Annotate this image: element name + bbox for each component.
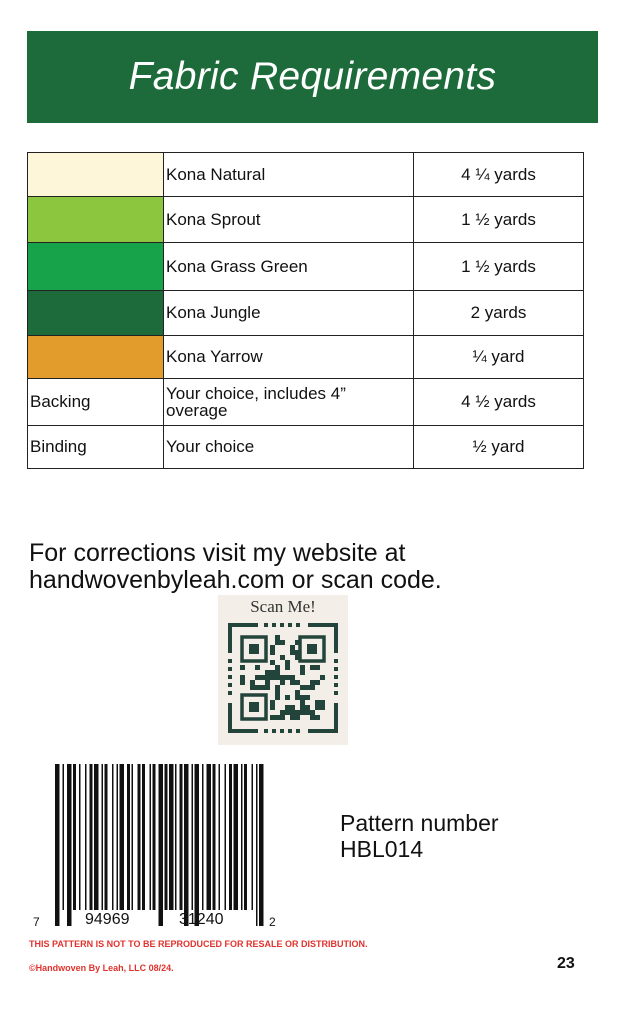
qr-finder-center bbox=[249, 702, 259, 712]
qr-frame-dot bbox=[228, 667, 232, 671]
qr-module bbox=[300, 665, 305, 670]
qr-module bbox=[310, 685, 315, 690]
fabric-swatch-cell bbox=[28, 153, 164, 197]
qr-module bbox=[295, 655, 300, 660]
qr-frame-dot bbox=[264, 729, 268, 733]
qr-module bbox=[270, 700, 275, 705]
qr-module bbox=[310, 665, 315, 670]
qr-module bbox=[315, 705, 320, 710]
barcode-bar bbox=[105, 764, 108, 910]
fabric-name: Kona Sprout bbox=[166, 209, 261, 229]
qr-finder-center bbox=[307, 644, 317, 654]
fabric-amount: ½ yard bbox=[472, 437, 525, 456]
fabric-name-cell bbox=[164, 426, 414, 469]
barcode-bar bbox=[55, 764, 60, 926]
qr-module bbox=[295, 690, 300, 695]
qr-module bbox=[285, 705, 290, 710]
qr-module bbox=[315, 665, 320, 670]
fabric-name: Your choice, includes 4” overage bbox=[166, 384, 346, 420]
fabric-amount-cell bbox=[414, 291, 584, 336]
qr-frame-dot bbox=[334, 691, 338, 695]
barcode-bar bbox=[219, 764, 221, 910]
qr-module bbox=[315, 715, 320, 720]
row-label-cell bbox=[28, 426, 164, 469]
qr-frame-dot bbox=[334, 659, 338, 663]
qr-frame bbox=[308, 623, 338, 627]
fabric-amount-cell bbox=[414, 243, 584, 291]
qr-module bbox=[290, 650, 295, 655]
fabric-name-cell bbox=[164, 291, 414, 336]
qr-frame bbox=[228, 729, 258, 733]
qr-module bbox=[300, 710, 305, 715]
table-row bbox=[28, 379, 584, 426]
qr-frame-dot bbox=[280, 729, 284, 733]
qr-frame-dot bbox=[228, 675, 232, 679]
qr-module bbox=[265, 675, 270, 680]
barcode-group-left: 94969 bbox=[85, 911, 130, 928]
barcode-bar bbox=[234, 764, 239, 910]
barcode-group-right: 31240 bbox=[179, 911, 224, 928]
fabric-swatch-cell bbox=[28, 243, 164, 291]
qr-finder-center bbox=[249, 644, 259, 654]
qr-module bbox=[295, 680, 300, 685]
qr-module bbox=[270, 715, 275, 720]
fabric-name: Kona Yarrow bbox=[166, 347, 263, 366]
qr-module bbox=[305, 710, 310, 715]
qr-module bbox=[320, 700, 325, 705]
reproduction-notice: THIS PATTERN IS NOT TO BE REPRODUCED FOR RESALE OR DISTRIBUTION. bbox=[29, 939, 368, 949]
fabric-swatch-cell bbox=[28, 291, 164, 336]
qr-module bbox=[285, 665, 290, 670]
barcode-bar bbox=[112, 764, 114, 910]
fabric-amount-cell bbox=[414, 336, 584, 379]
barcode-bar bbox=[73, 764, 76, 910]
barcode-bar bbox=[184, 764, 189, 926]
qr-frame-dot bbox=[334, 683, 338, 687]
qr-module bbox=[240, 675, 245, 680]
qr-frame bbox=[308, 729, 338, 733]
qr-module bbox=[305, 705, 310, 710]
qr-module bbox=[280, 710, 285, 715]
qr-module bbox=[240, 665, 245, 670]
qr-module bbox=[300, 705, 305, 710]
qr-frame-dot bbox=[288, 729, 292, 733]
qr-module bbox=[270, 660, 275, 665]
fabric-name-cell bbox=[164, 243, 414, 291]
row-label: Backing bbox=[30, 392, 91, 411]
fabric-amount-cell bbox=[414, 153, 584, 197]
pattern-number-value: HBL014 bbox=[340, 836, 424, 862]
barcode-bar bbox=[195, 764, 200, 926]
qr-module bbox=[290, 675, 295, 680]
barcode-digit-left: 7 bbox=[33, 915, 40, 929]
qr-module bbox=[295, 715, 300, 720]
corrections-line-1: For corrections visit my website at bbox=[29, 539, 406, 567]
barcode-bar bbox=[138, 764, 141, 910]
qr-module bbox=[315, 680, 320, 685]
barcode-bar bbox=[169, 764, 174, 910]
qr-module bbox=[270, 670, 275, 675]
fabric-name: Your choice bbox=[166, 437, 255, 456]
qr-frame-dot bbox=[334, 667, 338, 671]
qr-frame-dot bbox=[288, 623, 292, 627]
qr-frame-dot bbox=[228, 691, 232, 695]
page-number: 23 bbox=[557, 955, 575, 972]
row-label-cell bbox=[28, 379, 164, 426]
qr-module bbox=[265, 670, 270, 675]
qr-frame-dot bbox=[280, 623, 284, 627]
fabric-requirements-table bbox=[27, 152, 584, 469]
qr-module bbox=[270, 705, 275, 710]
qr-frame-dot bbox=[228, 683, 232, 687]
qr-frame-dot bbox=[334, 675, 338, 679]
barcode-bar bbox=[252, 764, 254, 910]
barcode-bar bbox=[202, 764, 204, 910]
qr-module bbox=[260, 685, 265, 690]
qr-module bbox=[275, 640, 280, 645]
fabric-amount: 4 ¼ yards bbox=[461, 164, 536, 184]
row-label: Binding bbox=[30, 437, 87, 456]
barcode-bar bbox=[256, 764, 258, 926]
qr-module bbox=[265, 685, 270, 690]
qr-module bbox=[285, 675, 290, 680]
qr-frame bbox=[228, 623, 258, 627]
qr-module bbox=[285, 695, 290, 700]
qr-module bbox=[320, 675, 325, 680]
barcode-bar bbox=[67, 764, 72, 926]
qr-module bbox=[305, 685, 310, 690]
table-row bbox=[28, 197, 584, 243]
copyright-line: ©Handwoven By Leah, LLC 08/24. bbox=[29, 963, 174, 973]
barcode-bar bbox=[85, 764, 87, 910]
barcode-bar bbox=[259, 764, 264, 926]
fabric-amount-cell bbox=[414, 426, 584, 469]
qr-module bbox=[305, 695, 310, 700]
fabric-name-cell bbox=[164, 197, 414, 243]
barcode-bar bbox=[90, 764, 93, 910]
qr-module bbox=[275, 695, 280, 700]
qr-module bbox=[255, 685, 260, 690]
barcode-bar bbox=[117, 764, 119, 910]
fabric-amount-cell bbox=[414, 197, 584, 243]
qr-module bbox=[275, 685, 280, 690]
barcode-bar bbox=[229, 764, 232, 910]
qr-frame-dot bbox=[296, 623, 300, 627]
fabric-amount: 1 ½ yards bbox=[461, 209, 536, 229]
barcode-bar bbox=[120, 764, 125, 910]
table-row bbox=[28, 291, 584, 336]
barcode-bar bbox=[79, 764, 81, 910]
barcode-bar bbox=[175, 764, 177, 910]
barcode-bar bbox=[63, 764, 65, 910]
barcode-bar bbox=[244, 764, 247, 910]
barcode-bar bbox=[142, 764, 145, 910]
fabric-swatch-cell bbox=[28, 336, 164, 379]
qr-module bbox=[315, 700, 320, 705]
barcode-bar bbox=[150, 764, 152, 910]
barcode-digit-right: 2 bbox=[269, 915, 276, 929]
qr-module bbox=[260, 675, 265, 680]
barcode-bar bbox=[192, 764, 194, 910]
pattern-number-label: Pattern number bbox=[340, 810, 499, 836]
corrections-line-2: handwovenbyleah.com or scan code. bbox=[29, 566, 442, 594]
qr-module bbox=[300, 695, 305, 700]
pattern-number-block bbox=[340, 810, 499, 862]
table-row bbox=[28, 153, 584, 197]
qr-code-card[interactable] bbox=[218, 595, 348, 745]
page-title: Fabric Requirements bbox=[128, 55, 497, 98]
qr-frame-dot bbox=[272, 729, 276, 733]
qr-module bbox=[275, 670, 280, 675]
header-banner bbox=[27, 31, 598, 123]
qr-module bbox=[290, 645, 295, 650]
fabric-amount: 4 ½ yards bbox=[461, 392, 536, 411]
qr-title: Scan Me! bbox=[250, 597, 316, 616]
qr-frame bbox=[228, 623, 232, 653]
barcode-bar bbox=[127, 764, 130, 910]
qr-module bbox=[280, 715, 285, 720]
barcode-bar bbox=[180, 764, 183, 910]
barcode-bar bbox=[94, 764, 99, 910]
barcode-bar bbox=[241, 764, 243, 910]
qr-frame-dot bbox=[272, 623, 276, 627]
qr-frame bbox=[334, 623, 338, 653]
table-row bbox=[28, 426, 584, 469]
qr-module bbox=[285, 710, 290, 715]
qr-module bbox=[310, 715, 315, 720]
qr-module bbox=[275, 690, 280, 695]
barcode-bar bbox=[102, 764, 104, 910]
table-row bbox=[28, 243, 584, 291]
qr-code-icon[interactable] bbox=[228, 623, 338, 733]
fabric-name: Kona Natural bbox=[166, 164, 266, 184]
qr-module bbox=[265, 680, 270, 685]
qr-module bbox=[300, 700, 305, 705]
qr-module bbox=[295, 710, 300, 715]
qr-module bbox=[240, 680, 245, 685]
qr-module bbox=[280, 655, 285, 660]
qr-module bbox=[295, 650, 300, 655]
barcode-bar bbox=[213, 764, 216, 910]
barcode-bar bbox=[207, 764, 212, 910]
qr-module bbox=[270, 675, 275, 680]
barcode-bar bbox=[225, 764, 227, 910]
qr-module bbox=[310, 680, 315, 685]
qr-frame bbox=[334, 703, 338, 733]
fabric-name: Kona Grass Green bbox=[166, 256, 308, 276]
barcode-bar bbox=[159, 764, 164, 926]
fabric-amount: 1 ½ yards bbox=[461, 256, 536, 276]
barcode-bar bbox=[153, 764, 156, 910]
qr-module bbox=[320, 705, 325, 710]
qr-module bbox=[290, 715, 295, 720]
qr-module bbox=[275, 715, 280, 720]
corrections-note bbox=[29, 540, 549, 594]
qr-module bbox=[250, 680, 255, 685]
qr-module bbox=[280, 680, 285, 685]
qr-module bbox=[270, 645, 275, 650]
qr-module bbox=[255, 665, 260, 670]
qr-module bbox=[300, 670, 305, 675]
fabric-amount-cell bbox=[414, 379, 584, 426]
qr-module bbox=[290, 705, 295, 710]
qr-module bbox=[285, 660, 290, 665]
qr-module bbox=[280, 640, 285, 645]
qr-frame-dot bbox=[228, 659, 232, 663]
fabric-name-cell bbox=[164, 153, 414, 197]
qr-module bbox=[290, 710, 295, 715]
qr-module bbox=[275, 665, 280, 670]
qr-module bbox=[275, 675, 280, 680]
qr-module bbox=[280, 675, 285, 680]
fabric-amount: 2 yards bbox=[470, 303, 527, 322]
qr-module bbox=[300, 685, 305, 690]
qr-frame-dot bbox=[296, 729, 300, 733]
fabric-name-cell bbox=[164, 379, 414, 426]
qr-frame bbox=[228, 703, 232, 733]
qr-module bbox=[275, 635, 280, 640]
qr-module bbox=[310, 710, 315, 715]
fabric-amount: ¼ yard bbox=[472, 347, 525, 366]
barcode-bar bbox=[132, 764, 134, 910]
fabric-swatch-cell bbox=[28, 197, 164, 243]
barcode-icon bbox=[33, 764, 283, 934]
fabric-name: Kona Jungle bbox=[166, 303, 261, 322]
table-row bbox=[28, 336, 584, 379]
barcode-bar bbox=[165, 764, 168, 910]
qr-module bbox=[255, 675, 260, 680]
qr-frame-dot bbox=[264, 623, 268, 627]
qr-module bbox=[295, 695, 300, 700]
fabric-name-cell bbox=[164, 336, 414, 379]
qr-module bbox=[290, 680, 295, 685]
qr-module bbox=[250, 685, 255, 690]
qr-module bbox=[295, 640, 300, 645]
qr-module bbox=[270, 650, 275, 655]
